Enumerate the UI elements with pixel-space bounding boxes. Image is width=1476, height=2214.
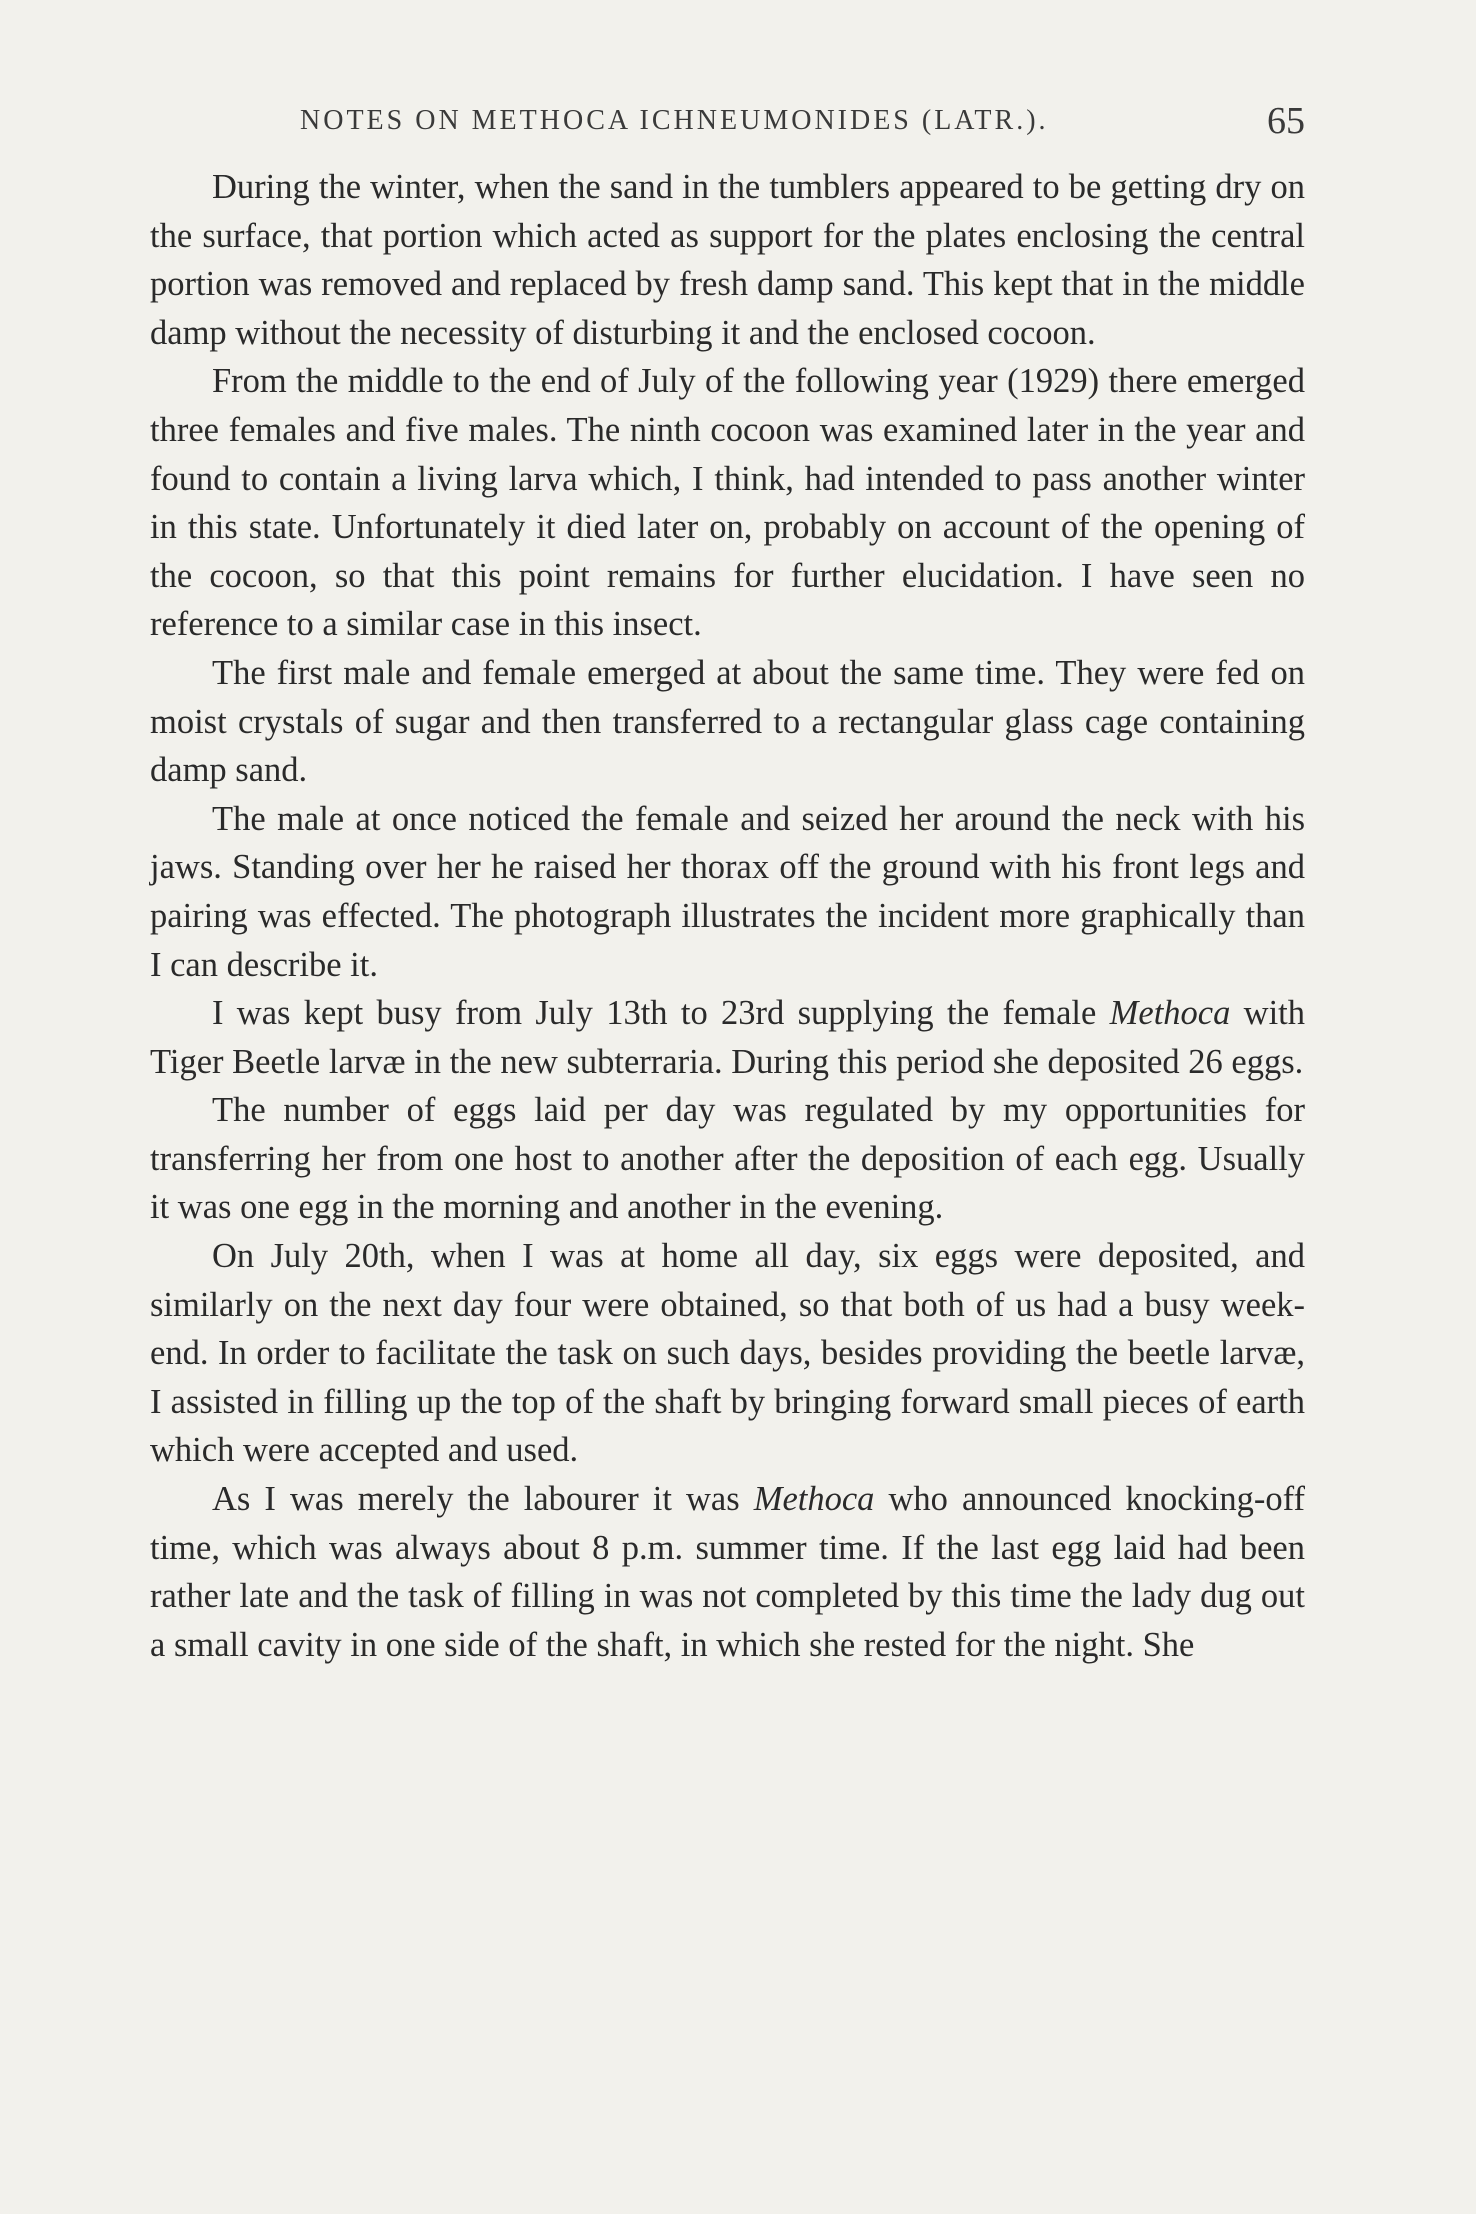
running-head (150, 95, 1305, 145)
paragraph: During the winter, when the sand in the tumblers appeared to be getting dry on the surface, that portion which acted as support for the plates enclosing the central portion was removed and replaced by fresh damp sand. This kept that in the middle damp without the necessity of disturbing it and the enclosed cocoon. (150, 168, 1305, 352)
running-head-title: NOTES ON METHOCA ICHNEUMONIDES (LATR.). (300, 105, 1049, 136)
italic-genus-name: Methoca (1109, 994, 1231, 1033)
paragraph-text: with Tiger Beetle larvæ in the new subterraria. During this period she deposited 26 eggs. (150, 994, 1305, 1081)
paragraph: The first male and female emerged at about the same time. They were fed on moist crystals of sugar and then transferred to a rectangular glass cage containing damp sand. (150, 653, 1305, 790)
paragraph: From the middle to the end of July of the following year (1929) there emerged three females and five males. The ninth cocoon was examined later in the year and found to contain a living larva which, I think, had intended to pass another winter in this state. Unfortunately it died later on, probably on account of the opening of the cocoon, so that this point remains for further elucidation. I have seen no reference to a similar case in this insect. (150, 362, 1305, 644)
body-text (150, 163, 1305, 1669)
paragraph (150, 1475, 1305, 1669)
paragraph: The male at once noticed the female and seized her around the neck with his jaws. Standing over her he raised her thorax off the ground with his front legs and pairing was effected. The photograph illustrates the incident more graphically than I can describe it. (150, 799, 1305, 984)
paragraph-text: As I was merely the labourer it was (212, 1480, 754, 1519)
page (150, 95, 1305, 1669)
paragraph: On July 20th, when I was at home all day, six eggs were deposited, and similarly on the next day four were obtained, so that both of us had a busy week-end. In order to facilitate the task on such days, besides providing the beetle larvæ, I assisted in filling up the top of the shaft by bringing forward small pieces of earth which were accepted and used. (150, 1237, 1305, 1470)
paragraph-text: who announced knocking-off time, which was always about 8 p.m. summer time. If the last egg laid had been rather late and the task of filling in was not completed by this time the lady dug out a small cavity in one side of the shaft, in which she rested for the night. She (150, 1480, 1305, 1664)
paragraph (150, 989, 1305, 1086)
page-number: 65 (1267, 100, 1305, 142)
italic-genus-name: Methoca (753, 1480, 875, 1519)
paragraph: The number of eggs laid per day was regulated by my opportunities for transferring her from one host to another after the deposition of each egg. Usually it was one egg in the morning and another in the evening. (150, 1091, 1305, 1227)
paragraph-text: I was kept busy from July 13th to 23rd supplying the female (212, 994, 1110, 1033)
